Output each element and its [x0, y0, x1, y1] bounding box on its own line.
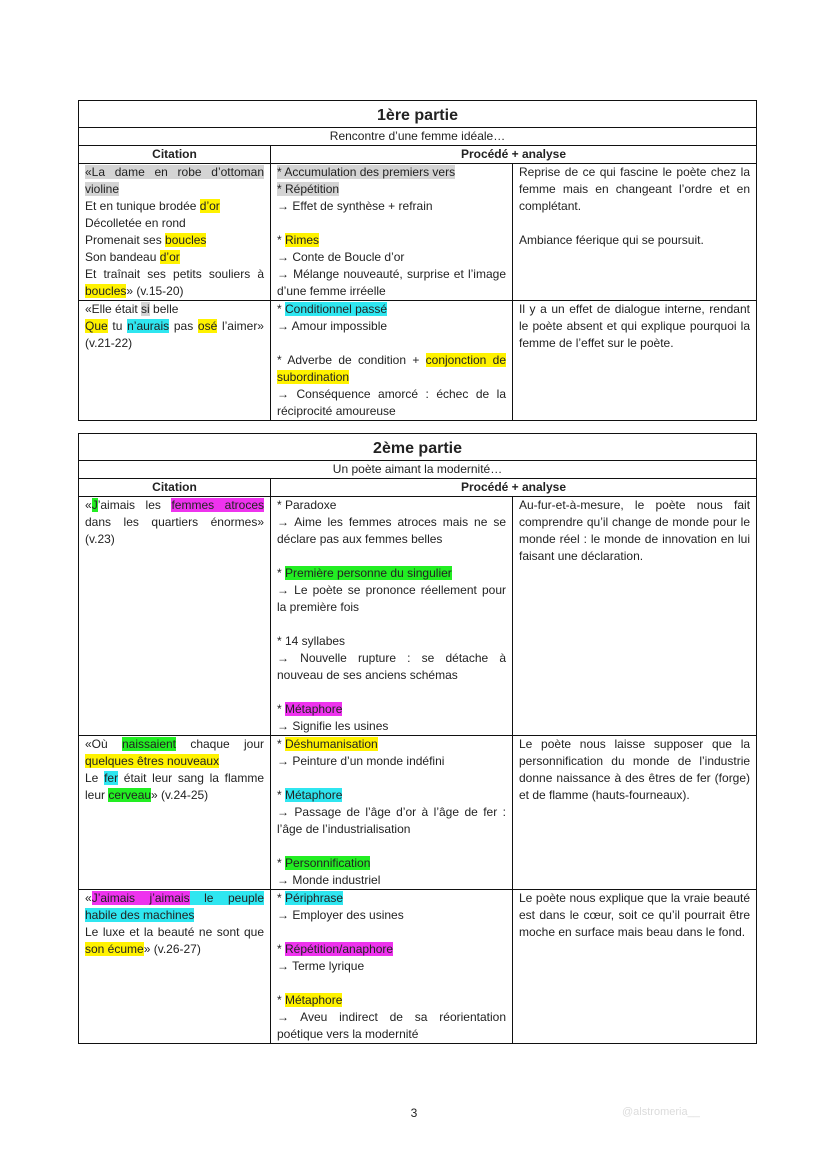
- procede-text: → Employer des usines: [277, 908, 404, 922]
- procede-cell: [271, 164, 513, 301]
- procede-cell: [271, 497, 513, 736]
- table-row: [79, 164, 757, 301]
- procede-text: *: [277, 891, 286, 905]
- procede-text: → Signifie les usines: [277, 719, 389, 733]
- citation-text: dans les quartiers énormes» (v.23): [85, 515, 264, 546]
- analyse-text: Reprise de ce qui fascine le poète chez la femme mais en changeant l’ordre et en complétant.: [519, 165, 750, 213]
- procede-text: *: [277, 233, 286, 247]
- part2-table: [78, 433, 757, 1044]
- citation-text: Son bandeau: [85, 250, 160, 264]
- procede-highlight: Conditionnel passé: [285, 302, 388, 316]
- citation-highlight: naissaient: [121, 737, 177, 751]
- citation-text: Et traînait ses petits souliers à: [85, 267, 264, 281]
- procede-text: *: [277, 788, 286, 802]
- part2-subtitle: Un poète aimant la modernité…: [79, 461, 757, 479]
- procede-text: → Conséquence amorcé : échec de la réciprocité amoureuse: [277, 387, 506, 418]
- procede-text: → Le poète se prononce réellement pour la première fois: [277, 583, 506, 614]
- citation-text: était leur sang la flamme leur: [85, 771, 265, 802]
- citation-text: l’aimer» (v.21-22): [85, 319, 264, 350]
- procede-cell: [271, 301, 513, 421]
- citation-highlight: boucles: [165, 233, 207, 247]
- citation-highlight: si: [141, 302, 150, 316]
- analyse-text: Il y a un effet de dialogue interne, rendant le poète absent et qui explique pourquoi la femme de l’effet sur le poète.: [519, 302, 750, 350]
- procede-highlight: Métaphore: [285, 702, 343, 716]
- citation-highlight: n’aurais: [127, 319, 170, 333]
- part2-header-procede: Procédé + analyse: [271, 479, 757, 497]
- citation-cell: [79, 890, 271, 1044]
- citation-text: chaque jour: [176, 737, 265, 751]
- citation-text: Le: [85, 771, 105, 785]
- citation-text: tu: [107, 319, 128, 333]
- citation-highlight: fer: [104, 771, 119, 785]
- procede-text: → Aime les femmes atroces mais ne se déclare pas aux femmes belles: [277, 515, 506, 546]
- part1-header-procede: Procédé + analyse: [271, 146, 757, 164]
- procede-text: → Terme lyrique: [277, 959, 365, 973]
- citation-cell: [79, 164, 271, 301]
- citation-text: «: [85, 498, 92, 512]
- part1-subtitle: Rencontre d’une femme idéale…: [79, 128, 757, 146]
- citation-text: «La dame en robe d’ottoman violine: [85, 165, 264, 196]
- procede-text: *: [277, 702, 286, 716]
- procede-highlight: Répétition/anaphore: [285, 942, 394, 956]
- procede-text: *: [277, 566, 286, 580]
- citation-highlight: d’or: [199, 199, 220, 213]
- part1-title: 1ère partie: [79, 101, 757, 128]
- citation-text: » (v.15-20): [126, 284, 184, 298]
- table-row: [79, 497, 757, 736]
- citation-cell: [79, 497, 271, 736]
- analyse-cell: [513, 301, 757, 421]
- table-row: [79, 736, 757, 890]
- citation-text: «Où: [85, 737, 122, 751]
- procede-text: *: [277, 942, 286, 956]
- analyse-cell: [513, 497, 757, 736]
- citation-highlight: son écume: [85, 942, 144, 956]
- citation-text: » (v.26-27): [143, 942, 201, 956]
- procede-highlight: Périphrase: [285, 891, 344, 905]
- citation-text: pas: [169, 319, 198, 333]
- procede-text: * Paradoxe: [277, 498, 337, 512]
- analyse-cell: [513, 164, 757, 301]
- watermark: @alstromeria__: [622, 1106, 700, 1118]
- procede-text: * Répétition: [277, 182, 340, 196]
- procede-text: * Adverbe de condition +: [277, 353, 426, 367]
- part1-header-citation: Citation: [79, 146, 271, 164]
- procede-text: *: [277, 737, 286, 751]
- analyse-cell: [513, 890, 757, 1044]
- citation-text: » (v.24-25): [151, 788, 209, 802]
- citation-highlight: le peuple habile des machines: [85, 891, 265, 922]
- citation-text: belle: [149, 302, 179, 316]
- table-row: [79, 890, 757, 1044]
- citation-highlight: femmes atroces: [171, 498, 264, 512]
- citation-text: Et en tunique brodée: [85, 199, 200, 213]
- procede-highlight: Rimes: [285, 233, 320, 247]
- procede-text: → Mélange nouveauté, surprise et l’image d’une femme irréelle: [277, 267, 506, 298]
- procede-text: → Amour impossible: [277, 319, 388, 333]
- citation-highlight: boucles: [85, 284, 127, 298]
- analyse-text: Ambiance féerique qui se poursuit.: [519, 233, 704, 247]
- procede-highlight: Déshumanisation: [285, 737, 378, 751]
- analyse-text: Le poète nous explique que la vraie beauté est dans le cœur, soit ce qu’il pourrait être moche en surface mais beau dans le fond.: [519, 891, 751, 939]
- procede-text: → Conte de Boucle d’or: [277, 250, 405, 264]
- procede-text: *: [277, 993, 286, 1007]
- procede-text: → Nouvelle rupture : se détache à nouveau de ses anciens schémas: [277, 651, 506, 682]
- procede-highlight: Première personne du singulier: [285, 566, 452, 580]
- procede-highlight: Métaphore: [285, 993, 343, 1007]
- citation-text: Promenait ses: [85, 233, 166, 247]
- analyse-text: Le poète nous laisse supposer que la personnification du monde de l’industrie donne naissance à des êtres de fer (forge) et de flamme (hauts-fourneaux).: [519, 737, 751, 802]
- procede-text: → Effet de synthèse + refrain: [277, 199, 433, 213]
- procede-text: *: [277, 856, 286, 870]
- analyse-text: Au-fur-et-à-mesure, le poète nous fait comprendre qu’il change de monde pour le monde réel : le monde de innovation en lui faisant une déclaration.: [519, 498, 751, 563]
- procede-cell: [271, 736, 513, 890]
- part2-header-citation: Citation: [79, 479, 271, 497]
- procede-text: → Monde industriel: [277, 873, 381, 887]
- part2-title: 2ème partie: [79, 434, 757, 461]
- procede-cell: [271, 890, 513, 1044]
- table-row: [79, 301, 757, 421]
- citation-highlight: cerveau: [108, 788, 152, 802]
- citation-highlight: J’aimais j’aimais: [91, 891, 190, 905]
- procede-text: → Peinture d’un monde indéfini: [277, 754, 445, 768]
- procede-text: * Accumulation des premiers vers: [277, 165, 456, 179]
- citation-cell: [79, 301, 271, 421]
- procede-highlight: Métaphore: [285, 788, 343, 802]
- citation-text: Décolletée en rond: [85, 216, 186, 230]
- procede-text: * 14 syllabes: [277, 634, 346, 648]
- citation-highlight: Que: [85, 319, 108, 333]
- citation-highlight: quelques êtres nouveaux: [85, 754, 220, 768]
- citation-cell: [79, 736, 271, 890]
- citation-text: Le luxe et la beauté ne sont que: [85, 925, 264, 939]
- part1-table: [78, 100, 757, 421]
- citation-highlight: d’or: [159, 250, 180, 264]
- page-number: 3: [410, 1106, 418, 1120]
- procede-text: → Aveu indirect de sa réorientation poétique vers la modernité: [277, 1010, 506, 1041]
- analyse-cell: [513, 736, 757, 890]
- procede-highlight: conjonction de subordination: [277, 353, 507, 384]
- procede-text: → Passage de l’âge d’or à l’âge de fer : l’âge de l’industrialisation: [277, 805, 506, 836]
- procede-highlight: Personnification: [285, 856, 371, 870]
- citation-highlight: osé: [197, 319, 218, 333]
- citation-text: «: [85, 891, 92, 905]
- citation-highlight: J: [91, 498, 98, 512]
- procede-text: *: [277, 302, 286, 316]
- citation-text: ’aimais les: [97, 498, 172, 512]
- citation-text: «Elle était: [85, 302, 142, 316]
